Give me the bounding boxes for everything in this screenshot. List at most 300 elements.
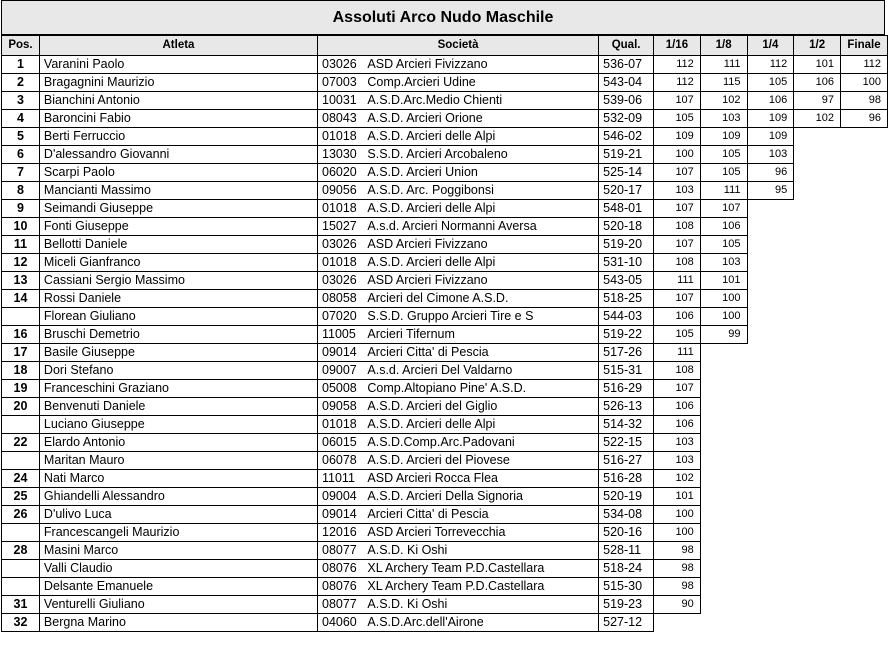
- round-score-cell: 108: [654, 362, 701, 380]
- empty-cell: [700, 416, 747, 434]
- round-score-cell: 101: [700, 272, 747, 290]
- club-name-cell: S.S.D. Gruppo Arcieri Tire e S: [363, 308, 598, 326]
- empty-cell: [841, 380, 888, 398]
- empty-cell: [747, 578, 794, 596]
- header-row: [2, 36, 888, 56]
- round-score-cell: 100: [654, 146, 701, 164]
- round-score-cell: 98: [654, 542, 701, 560]
- qualification-cell: 532-09: [599, 110, 654, 128]
- club-code-cell: 10031: [318, 92, 364, 110]
- empty-cell: [794, 326, 841, 344]
- position-cell: [2, 308, 40, 326]
- round-score-cell: 99: [700, 326, 747, 344]
- table-row: [2, 416, 888, 434]
- club-code-cell: 08043: [318, 110, 364, 128]
- empty-cell: [794, 524, 841, 542]
- qualification-cell: 525-14: [599, 164, 654, 182]
- position-cell: 2: [2, 74, 40, 92]
- table-row: [2, 56, 888, 74]
- athlete-name-cell: Luciano Giuseppe: [39, 416, 317, 434]
- qualification-cell: 522-15: [599, 434, 654, 452]
- table-row: [2, 362, 888, 380]
- empty-cell: [841, 164, 888, 182]
- empty-cell: [841, 128, 888, 146]
- club-code-cell: 05008: [318, 380, 364, 398]
- athlete-name-cell: Benvenuti Daniele: [39, 398, 317, 416]
- empty-cell: [700, 452, 747, 470]
- position-cell: [2, 416, 40, 434]
- club-code-cell: 01018: [318, 200, 364, 218]
- round-score-cell: 111: [654, 344, 701, 362]
- round-score-cell: 107: [654, 200, 701, 218]
- empty-cell: [841, 488, 888, 506]
- empty-cell: [794, 308, 841, 326]
- qualification-cell: 514-32: [599, 416, 654, 434]
- qualification-cell: 515-31: [599, 362, 654, 380]
- empty-cell: [794, 344, 841, 362]
- club-name-cell: ASD Arcieri Rocca Flea: [363, 470, 598, 488]
- athlete-name-cell: Cassiani Sergio Massimo: [39, 272, 317, 290]
- table-row: [2, 254, 888, 272]
- round-score-cell: 103: [654, 182, 701, 200]
- club-name-cell: A.s.d. Arcieri Del Valdarno: [363, 362, 598, 380]
- round-score-cell: 105: [700, 236, 747, 254]
- table-row: [2, 380, 888, 398]
- round-score-cell: 100: [654, 524, 701, 542]
- position-cell: [2, 524, 40, 542]
- qualification-cell: 518-25: [599, 290, 654, 308]
- round-score-cell: 106: [654, 398, 701, 416]
- athlete-name-cell: Delsante Emanuele: [39, 578, 317, 596]
- qualification-cell: 548-01: [599, 200, 654, 218]
- qualification-cell: 519-23: [599, 596, 654, 614]
- table-row: [2, 200, 888, 218]
- empty-cell: [794, 254, 841, 272]
- empty-cell: [794, 398, 841, 416]
- empty-cell: [700, 344, 747, 362]
- empty-cell: [747, 236, 794, 254]
- athlete-name-cell: Rossi Daniele: [39, 290, 317, 308]
- club-name-cell: ASD Arcieri Fivizzano: [363, 272, 598, 290]
- round-score-cell: 107: [654, 164, 701, 182]
- empty-cell: [794, 380, 841, 398]
- empty-cell: [841, 308, 888, 326]
- position-cell: 22: [2, 434, 40, 452]
- empty-cell: [747, 308, 794, 326]
- club-code-cell: 01018: [318, 254, 364, 272]
- table-row: [2, 578, 888, 596]
- empty-cell: [700, 470, 747, 488]
- round-score-cell: 107: [654, 236, 701, 254]
- round-score-cell: 103: [747, 146, 794, 164]
- empty-cell: [794, 146, 841, 164]
- empty-cell: [747, 614, 794, 632]
- round-score-cell: 101: [794, 56, 841, 74]
- round-score-cell: 100: [654, 506, 701, 524]
- club-name-cell: A.S.D. Ki Oshi: [363, 596, 598, 614]
- qualification-cell: 520-19: [599, 488, 654, 506]
- club-code-cell: 08076: [318, 578, 364, 596]
- empty-cell: [794, 164, 841, 182]
- empty-cell: [794, 236, 841, 254]
- position-cell: 16: [2, 326, 40, 344]
- empty-cell: [794, 578, 841, 596]
- position-cell: 14: [2, 290, 40, 308]
- club-code-cell: 01018: [318, 416, 364, 434]
- empty-cell: [841, 560, 888, 578]
- round-score-cell: 90: [654, 596, 701, 614]
- qualification-cell: 527-12: [599, 614, 654, 632]
- round-score-cell: 96: [747, 164, 794, 182]
- club-name-cell: Comp.Arcieri Udine: [363, 74, 598, 92]
- qualification-cell: 544-03: [599, 308, 654, 326]
- club-name-cell: A.S.D.Arc.Medio Chienti: [363, 92, 598, 110]
- athlete-name-cell: Berti Ferruccio: [39, 128, 317, 146]
- round-score-cell: 98: [654, 560, 701, 578]
- empty-cell: [747, 434, 794, 452]
- empty-cell: [841, 596, 888, 614]
- round-score-cell: 115: [700, 74, 747, 92]
- club-code-cell: 13030: [318, 146, 364, 164]
- round-score-cell: 106: [654, 416, 701, 434]
- round-score-cell: 105: [700, 146, 747, 164]
- athlete-name-cell: D'alessandro Giovanni: [39, 146, 317, 164]
- club-code-cell: 07003: [318, 74, 364, 92]
- empty-cell: [841, 416, 888, 434]
- position-cell: 8: [2, 182, 40, 200]
- club-name-cell: S.S.D. Arcieri Arcobaleno: [363, 146, 598, 164]
- table-row: [2, 614, 888, 632]
- club-code-cell: 06078: [318, 452, 364, 470]
- club-code-cell: 11005: [318, 326, 364, 344]
- athlete-name-cell: Fonti Giuseppe: [39, 218, 317, 236]
- empty-cell: [747, 362, 794, 380]
- round-score-cell: 109: [654, 128, 701, 146]
- club-code-cell: 09058: [318, 398, 364, 416]
- athlete-name-cell: Bianchini Antonio: [39, 92, 317, 110]
- club-name-cell: A.S.D. Arcieri delle Alpi: [363, 254, 598, 272]
- club-name-cell: Comp.Altopiano Pine' A.S.D.: [363, 380, 598, 398]
- athlete-name-cell: Francescangeli Maurizio: [39, 524, 317, 542]
- table-row: [2, 128, 888, 146]
- table-row: [2, 110, 888, 128]
- empty-cell: [841, 200, 888, 218]
- position-cell: 17: [2, 344, 40, 362]
- empty-cell: [794, 596, 841, 614]
- athlete-name-cell: Masini Marco: [39, 542, 317, 560]
- qualification-cell: 516-27: [599, 452, 654, 470]
- empty-cell: [747, 506, 794, 524]
- header-1-4: 1/4: [747, 36, 794, 56]
- empty-cell: [841, 182, 888, 200]
- round-score-cell: 107: [654, 380, 701, 398]
- qualification-cell: 543-04: [599, 74, 654, 92]
- round-score-cell: 107: [654, 290, 701, 308]
- round-score-cell: 108: [654, 254, 701, 272]
- empty-cell: [747, 272, 794, 290]
- club-code-cell: 08077: [318, 596, 364, 614]
- round-score-cell: 102: [654, 470, 701, 488]
- empty-cell: [700, 488, 747, 506]
- round-score-cell: 103: [654, 434, 701, 452]
- empty-cell: [794, 614, 841, 632]
- club-name-cell: A.S.D. Arcieri delle Alpi: [363, 128, 598, 146]
- position-cell: 4: [2, 110, 40, 128]
- position-cell: 3: [2, 92, 40, 110]
- empty-cell: [700, 380, 747, 398]
- empty-cell: [700, 596, 747, 614]
- table-row: [2, 488, 888, 506]
- round-score-cell: 109: [747, 110, 794, 128]
- athlete-name-cell: Miceli Gianfranco: [39, 254, 317, 272]
- club-name-cell: A.s.d. Arcieri Normanni Aversa: [363, 218, 598, 236]
- club-code-cell: 01018: [318, 128, 364, 146]
- round-score-cell: 109: [700, 128, 747, 146]
- club-name-cell: Arcieri Citta' di Pescia: [363, 344, 598, 362]
- round-score-cell: 103: [700, 254, 747, 272]
- empty-cell: [700, 362, 747, 380]
- qualification-cell: 539-06: [599, 92, 654, 110]
- position-cell: 24: [2, 470, 40, 488]
- position-cell: 6: [2, 146, 40, 164]
- position-cell: 10: [2, 218, 40, 236]
- round-score-cell: 108: [654, 218, 701, 236]
- qualification-cell: 526-13: [599, 398, 654, 416]
- empty-cell: [841, 398, 888, 416]
- club-name-cell: ASD Arcieri Fivizzano: [363, 236, 598, 254]
- qualification-cell: 517-26: [599, 344, 654, 362]
- empty-cell: [747, 560, 794, 578]
- position-cell: 13: [2, 272, 40, 290]
- header-1-2: 1/2: [794, 36, 841, 56]
- club-code-cell: 04060: [318, 614, 364, 632]
- round-score-cell: 107: [700, 200, 747, 218]
- club-name-cell: A.S.D.Arc.dell'Airone: [363, 614, 598, 632]
- position-cell: 32: [2, 614, 40, 632]
- round-score-cell: 106: [794, 74, 841, 92]
- table-row: [2, 470, 888, 488]
- table-row: [2, 506, 888, 524]
- empty-cell: [794, 560, 841, 578]
- club-code-cell: 15027: [318, 218, 364, 236]
- empty-cell: [794, 290, 841, 308]
- club-code-cell: 08076: [318, 560, 364, 578]
- position-cell: 5: [2, 128, 40, 146]
- empty-cell: [794, 488, 841, 506]
- club-code-cell: 09014: [318, 506, 364, 524]
- club-name-cell: A.S.D. Arc. Poggibonsi: [363, 182, 598, 200]
- empty-cell: [841, 434, 888, 452]
- empty-cell: [747, 416, 794, 434]
- round-score-cell: 97: [794, 92, 841, 110]
- club-code-cell: 03026: [318, 236, 364, 254]
- position-cell: 19: [2, 380, 40, 398]
- qualification-cell: 518-24: [599, 560, 654, 578]
- club-name-cell: ASD Arcieri Fivizzano: [363, 56, 598, 74]
- round-score-cell: 107: [654, 92, 701, 110]
- header-pos: Pos.: [2, 36, 40, 56]
- empty-cell: [841, 344, 888, 362]
- empty-cell: [794, 542, 841, 560]
- athlete-name-cell: Basile Giuseppe: [39, 344, 317, 362]
- empty-cell: [747, 326, 794, 344]
- table-row: [2, 182, 888, 200]
- empty-cell: [747, 344, 794, 362]
- club-code-cell: 09004: [318, 488, 364, 506]
- qualification-cell: 519-20: [599, 236, 654, 254]
- position-cell: 31: [2, 596, 40, 614]
- header-finale: Finale: [841, 36, 888, 56]
- club-code-cell: 09007: [318, 362, 364, 380]
- round-score-cell: 102: [700, 92, 747, 110]
- empty-cell: [747, 254, 794, 272]
- position-cell: [2, 560, 40, 578]
- athlete-name-cell: Dori Stefano: [39, 362, 317, 380]
- empty-cell: [794, 506, 841, 524]
- athlete-name-cell: Mancianti Massimo: [39, 182, 317, 200]
- athlete-name-cell: Scarpi Paolo: [39, 164, 317, 182]
- round-score-cell: 112: [841, 56, 888, 74]
- club-code-cell: 06020: [318, 164, 364, 182]
- empty-cell: [747, 200, 794, 218]
- table-row: [2, 290, 888, 308]
- round-score-cell: 100: [700, 290, 747, 308]
- qualification-cell: 520-18: [599, 218, 654, 236]
- club-name-cell: XL Archery Team P.D.Castellara: [363, 578, 598, 596]
- athlete-name-cell: Varanini Paolo: [39, 56, 317, 74]
- empty-cell: [700, 434, 747, 452]
- club-name-cell: A.S.D. Ki Oshi: [363, 542, 598, 560]
- club-code-cell: 08058: [318, 290, 364, 308]
- empty-cell: [700, 578, 747, 596]
- club-name-cell: A.S.D. Arcieri Union: [363, 164, 598, 182]
- athlete-name-cell: Elardo Antonio: [39, 434, 317, 452]
- empty-cell: [700, 506, 747, 524]
- table-row: [2, 308, 888, 326]
- round-score-cell: 101: [654, 488, 701, 506]
- qualification-cell: 531-10: [599, 254, 654, 272]
- round-score-cell: 105: [654, 110, 701, 128]
- empty-cell: [841, 218, 888, 236]
- table-row: [2, 524, 888, 542]
- qualification-cell: 516-29: [599, 380, 654, 398]
- qualification-cell: 515-30: [599, 578, 654, 596]
- position-cell: 28: [2, 542, 40, 560]
- table-row: [2, 542, 888, 560]
- empty-cell: [841, 146, 888, 164]
- club-name-cell: A.S.D. Arcieri Della Signoria: [363, 488, 598, 506]
- position-cell: 1: [2, 56, 40, 74]
- athlete-name-cell: Bellotti Daniele: [39, 236, 317, 254]
- club-code-cell: 12016: [318, 524, 364, 542]
- header-1-16: 1/16: [654, 36, 701, 56]
- club-code-cell: 03026: [318, 272, 364, 290]
- round-score-cell: 112: [747, 56, 794, 74]
- club-name-cell: XL Archery Team P.D.Castellara: [363, 560, 598, 578]
- qualification-cell: 528-11: [599, 542, 654, 560]
- empty-cell: [794, 470, 841, 488]
- empty-cell: [794, 272, 841, 290]
- empty-cell: [794, 452, 841, 470]
- club-name-cell: ASD Arcieri Torrevecchia: [363, 524, 598, 542]
- club-code-cell: 07020: [318, 308, 364, 326]
- empty-cell: [747, 524, 794, 542]
- athlete-name-cell: Bruschi Demetrio: [39, 326, 317, 344]
- empty-cell: [794, 218, 841, 236]
- position-cell: [2, 452, 40, 470]
- empty-cell: [700, 560, 747, 578]
- table-row: [2, 272, 888, 290]
- table-row: [2, 236, 888, 254]
- round-score-cell: 96: [841, 110, 888, 128]
- table-row: [2, 560, 888, 578]
- club-code-cell: 09056: [318, 182, 364, 200]
- round-score-cell: 111: [700, 56, 747, 74]
- empty-cell: [700, 614, 747, 632]
- position-cell: 11: [2, 236, 40, 254]
- round-score-cell: 105: [747, 74, 794, 92]
- round-score-cell: 103: [700, 110, 747, 128]
- table-row: [2, 452, 888, 470]
- empty-cell: [841, 506, 888, 524]
- club-name-cell: A.S.D.Comp.Arc.Padovani: [363, 434, 598, 452]
- table-row: [2, 164, 888, 182]
- empty-cell: [841, 614, 888, 632]
- round-score-cell: 103: [654, 452, 701, 470]
- club-code-cell: 06015: [318, 434, 364, 452]
- athlete-name-cell: Ghiandelli Alessandro: [39, 488, 317, 506]
- round-score-cell: 98: [841, 92, 888, 110]
- table-row: [2, 92, 888, 110]
- header-societa: Società: [318, 36, 599, 56]
- club-name-cell: Arcieri Citta' di Pescia: [363, 506, 598, 524]
- empty-cell: [841, 524, 888, 542]
- empty-cell: [841, 362, 888, 380]
- athlete-name-cell: Nati Marco: [39, 470, 317, 488]
- round-score-cell: 106: [700, 218, 747, 236]
- qualification-cell: 536-07: [599, 56, 654, 74]
- round-score-cell: 106: [654, 308, 701, 326]
- club-code-cell: 11011: [318, 470, 364, 488]
- empty-cell: [794, 434, 841, 452]
- qualification-cell: 520-17: [599, 182, 654, 200]
- table-row: [2, 398, 888, 416]
- athlete-name-cell: Baroncini Fabio: [39, 110, 317, 128]
- qualification-cell: 519-22: [599, 326, 654, 344]
- empty-cell: [700, 524, 747, 542]
- athlete-name-cell: D'ulivo Luca: [39, 506, 317, 524]
- athlete-name-cell: Bergna Marino: [39, 614, 317, 632]
- athlete-name-cell: Seimandi Giuseppe: [39, 200, 317, 218]
- empty-cell: [794, 128, 841, 146]
- club-name-cell: A.S.D. Arcieri delle Alpi: [363, 200, 598, 218]
- club-code-cell: 03026: [318, 56, 364, 74]
- table-row: [2, 146, 888, 164]
- round-score-cell: 109: [747, 128, 794, 146]
- position-cell: 20: [2, 398, 40, 416]
- table-row: [2, 344, 888, 362]
- header-1-8: 1/8: [700, 36, 747, 56]
- position-cell: 7: [2, 164, 40, 182]
- athlete-name-cell: Venturelli Giuliano: [39, 596, 317, 614]
- position-cell: [2, 578, 40, 596]
- empty-cell: [841, 236, 888, 254]
- athlete-name-cell: Florean Giuliano: [39, 308, 317, 326]
- qualification-cell: 519-21: [599, 146, 654, 164]
- empty-cell: [841, 254, 888, 272]
- empty-cell: [794, 182, 841, 200]
- round-score-cell: 111: [700, 182, 747, 200]
